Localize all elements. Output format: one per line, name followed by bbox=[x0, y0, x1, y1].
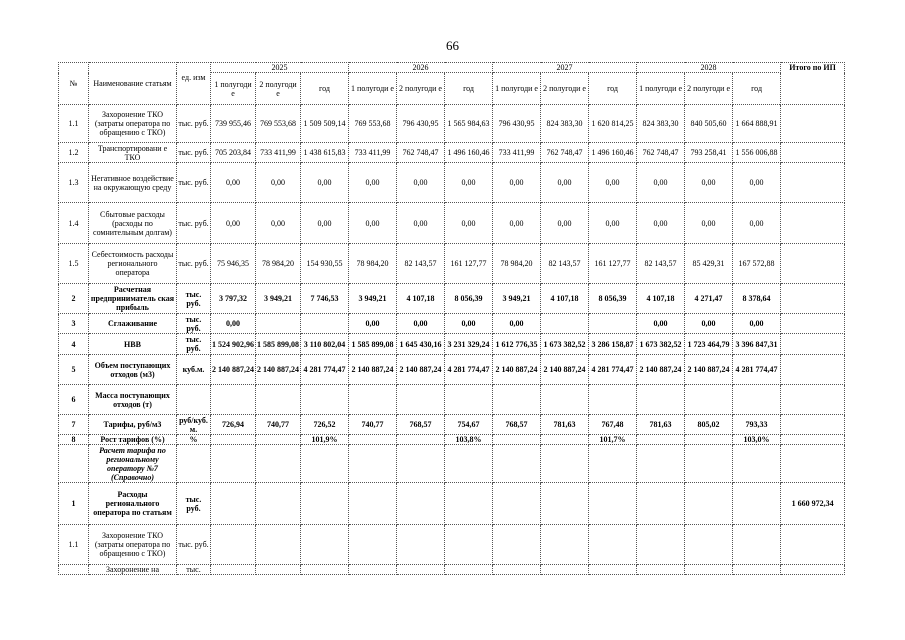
value-cell bbox=[349, 445, 397, 483]
value-cell: 781,63 bbox=[637, 415, 685, 435]
value-cell: 8 056,39 bbox=[589, 284, 637, 314]
header-year: 2025 bbox=[211, 63, 349, 73]
value-cell: 0,00 bbox=[541, 163, 589, 203]
value-cell: 705 203,84 bbox=[211, 143, 256, 163]
value-cell: 768,57 bbox=[493, 415, 541, 435]
value-cell: 1 620 814,25 bbox=[589, 105, 637, 143]
table-row bbox=[59, 163, 845, 203]
value-cell bbox=[637, 525, 685, 565]
value-cell: 4 281 774,47 bbox=[301, 355, 349, 385]
value-cell: 739 955,46 bbox=[211, 105, 256, 143]
value-cell: 0,00 bbox=[256, 163, 301, 203]
value-cell: 2 140 887,24 bbox=[397, 355, 445, 385]
table-row bbox=[59, 334, 845, 355]
value-cell: 167 572,88 bbox=[733, 244, 781, 284]
row-unit: тыс. руб. bbox=[177, 334, 211, 355]
header-period: 2 полугоди е bbox=[541, 73, 589, 105]
row-unit: тыс. руб. bbox=[177, 105, 211, 143]
value-cell bbox=[256, 385, 301, 415]
value-cell bbox=[211, 565, 256, 575]
value-cell: 0,00 bbox=[733, 163, 781, 203]
value-cell: 0,00 bbox=[445, 163, 493, 203]
table-row bbox=[59, 203, 845, 244]
value-cell: 1 556 006,88 bbox=[733, 143, 781, 163]
row-number: 4 bbox=[59, 334, 89, 355]
value-cell bbox=[541, 525, 589, 565]
value-cell: 0,00 bbox=[211, 163, 256, 203]
row-name: Расчетная предприниматель ская прибыль bbox=[89, 284, 177, 314]
value-cell: 824 383,30 bbox=[637, 105, 685, 143]
value-cell: 78 984,20 bbox=[349, 244, 397, 284]
value-cell: 0,00 bbox=[397, 163, 445, 203]
value-cell: 82 143,57 bbox=[541, 244, 589, 284]
value-cell: 3 949,21 bbox=[256, 284, 301, 314]
header-year: 2028 bbox=[637, 63, 781, 73]
table-row bbox=[59, 525, 845, 565]
value-cell bbox=[685, 565, 733, 575]
value-cell: 0,00 bbox=[589, 163, 637, 203]
table-row bbox=[59, 355, 845, 385]
row-name: Негативное воздействие на окружающую среду bbox=[89, 163, 177, 203]
value-cell bbox=[301, 483, 349, 525]
value-cell bbox=[685, 435, 733, 445]
row-name: Себестоимость расходы регионального оператора bbox=[89, 244, 177, 284]
value-cell bbox=[256, 525, 301, 565]
header-period: 2 полугоди е bbox=[256, 73, 301, 105]
row-number bbox=[59, 445, 89, 483]
value-cell bbox=[256, 483, 301, 525]
header-year: 2026 bbox=[349, 63, 493, 73]
header-name: Наименование статьям bbox=[89, 63, 177, 105]
value-cell bbox=[541, 483, 589, 525]
value-cell bbox=[733, 525, 781, 565]
table-row bbox=[59, 244, 845, 284]
value-cell: 1 585 899,08 bbox=[349, 334, 397, 355]
row-number: 6 bbox=[59, 385, 89, 415]
header-unit: ед. изм bbox=[177, 63, 211, 105]
header-period: 1 полугоди е bbox=[211, 73, 256, 105]
header-period: год bbox=[301, 73, 349, 105]
row-number: 1 bbox=[59, 483, 89, 525]
value-cell: 0,00 bbox=[256, 203, 301, 244]
row-number: 1.4 bbox=[59, 203, 89, 244]
value-cell bbox=[301, 565, 349, 575]
value-cell: 4 281 774,47 bbox=[445, 355, 493, 385]
value-cell: 3 797,32 bbox=[211, 284, 256, 314]
total-cell bbox=[781, 203, 845, 244]
value-cell: 3 286 158,87 bbox=[589, 334, 637, 355]
value-cell bbox=[685, 445, 733, 483]
header-total: Итого по ИП bbox=[781, 63, 845, 105]
value-cell: 75 946,35 bbox=[211, 244, 256, 284]
value-cell: 0,00 bbox=[349, 163, 397, 203]
value-cell bbox=[685, 483, 733, 525]
value-cell bbox=[397, 385, 445, 415]
row-unit: % bbox=[177, 435, 211, 445]
value-cell: 0,00 bbox=[397, 314, 445, 334]
value-cell: 796 430,95 bbox=[397, 105, 445, 143]
page-number: 66 bbox=[446, 38, 459, 53]
total-cell bbox=[781, 105, 845, 143]
value-cell bbox=[733, 483, 781, 525]
value-cell bbox=[637, 483, 685, 525]
value-cell bbox=[397, 525, 445, 565]
row-name: Захоронение ТКО (затраты оператора по обращению с ТКО) bbox=[89, 105, 177, 143]
value-cell: 767,48 bbox=[589, 415, 637, 435]
value-cell: 0,00 bbox=[493, 163, 541, 203]
value-cell bbox=[211, 445, 256, 483]
value-cell: 0,00 bbox=[733, 203, 781, 244]
value-cell: 0,00 bbox=[211, 314, 256, 334]
total-cell bbox=[781, 355, 845, 385]
value-cell: 740,77 bbox=[349, 415, 397, 435]
value-cell bbox=[541, 445, 589, 483]
total-cell bbox=[781, 385, 845, 415]
value-cell: 754,67 bbox=[445, 415, 493, 435]
value-cell: 85 429,31 bbox=[685, 244, 733, 284]
value-cell: 161 127,77 bbox=[589, 244, 637, 284]
value-cell: 1 524 902,96 bbox=[211, 334, 256, 355]
value-cell: 781,63 bbox=[541, 415, 589, 435]
value-cell bbox=[397, 445, 445, 483]
value-cell: 1 664 888,91 bbox=[733, 105, 781, 143]
value-cell: 0,00 bbox=[685, 203, 733, 244]
value-cell bbox=[301, 445, 349, 483]
value-cell bbox=[211, 385, 256, 415]
value-cell: 0,00 bbox=[589, 203, 637, 244]
value-cell bbox=[349, 483, 397, 525]
value-cell: 733 411,99 bbox=[493, 143, 541, 163]
value-cell: 7 746,53 bbox=[301, 284, 349, 314]
value-cell bbox=[685, 385, 733, 415]
total-cell bbox=[781, 314, 845, 334]
value-cell: 0,00 bbox=[637, 163, 685, 203]
total-cell bbox=[781, 143, 845, 163]
row-name: Рост тарифов (%) bbox=[89, 435, 177, 445]
value-cell bbox=[733, 445, 781, 483]
value-cell: 793 258,41 bbox=[685, 143, 733, 163]
value-cell: 769 553,68 bbox=[349, 105, 397, 143]
row-unit: куб.м. bbox=[177, 355, 211, 385]
row-name: Сглаживание bbox=[89, 314, 177, 334]
table-row bbox=[59, 105, 845, 143]
value-cell bbox=[301, 314, 349, 334]
row-number bbox=[59, 565, 89, 575]
row-number: 5 bbox=[59, 355, 89, 385]
row-name: Сбытовые расходы (расходы по сомнительным долгам) bbox=[89, 203, 177, 244]
total-cell bbox=[781, 415, 845, 435]
row-unit: тыс. руб. bbox=[177, 284, 211, 314]
row-number: 1.1 bbox=[59, 105, 89, 143]
value-cell bbox=[256, 445, 301, 483]
value-cell: 2 140 887,24 bbox=[211, 355, 256, 385]
value-cell bbox=[256, 314, 301, 334]
value-cell bbox=[349, 435, 397, 445]
value-cell bbox=[493, 565, 541, 575]
value-cell: 3 110 802,04 bbox=[301, 334, 349, 355]
row-unit: руб/куб. м. bbox=[177, 415, 211, 435]
value-cell bbox=[445, 445, 493, 483]
value-cell bbox=[733, 385, 781, 415]
value-cell bbox=[589, 445, 637, 483]
value-cell bbox=[541, 435, 589, 445]
value-cell: 8 056,39 bbox=[445, 284, 493, 314]
table-row bbox=[59, 483, 845, 525]
value-cell: 0,00 bbox=[445, 203, 493, 244]
value-cell: 840 505,60 bbox=[685, 105, 733, 143]
value-cell: 1 612 776,35 bbox=[493, 334, 541, 355]
row-unit: тыс. руб. bbox=[177, 203, 211, 244]
total-cell bbox=[781, 445, 845, 483]
value-cell bbox=[541, 565, 589, 575]
row-name: Объем поступающих отходов (м3) bbox=[89, 355, 177, 385]
value-cell: 740,77 bbox=[256, 415, 301, 435]
value-cell: 796 430,95 bbox=[493, 105, 541, 143]
value-cell: 0,00 bbox=[493, 203, 541, 244]
value-cell: 161 127,77 bbox=[445, 244, 493, 284]
value-cell: 0,00 bbox=[541, 203, 589, 244]
value-cell bbox=[445, 385, 493, 415]
value-cell bbox=[256, 565, 301, 575]
value-cell bbox=[397, 483, 445, 525]
value-cell: 4 107,18 bbox=[637, 284, 685, 314]
row-unit bbox=[177, 445, 211, 483]
row-unit: тыс. bbox=[177, 565, 211, 575]
row-name: Транспортировани е ТКО bbox=[89, 143, 177, 163]
value-cell: 0,00 bbox=[301, 203, 349, 244]
value-cell: 0,00 bbox=[637, 203, 685, 244]
table-row bbox=[59, 385, 845, 415]
row-name: Масса поступающих отходов (т) bbox=[89, 385, 177, 415]
value-cell: 4 107,18 bbox=[397, 284, 445, 314]
row-unit: тыс. руб. bbox=[177, 244, 211, 284]
value-cell bbox=[349, 525, 397, 565]
header-period: 2 полугоди е bbox=[685, 73, 733, 105]
value-cell: 1 496 160,46 bbox=[445, 143, 493, 163]
header-period: 1 полугоди е bbox=[637, 73, 685, 105]
value-cell bbox=[397, 565, 445, 575]
table-row bbox=[59, 435, 845, 445]
value-cell: 733 411,99 bbox=[256, 143, 301, 163]
value-cell bbox=[637, 385, 685, 415]
row-name: НВВ bbox=[89, 334, 177, 355]
value-cell: 0,00 bbox=[349, 314, 397, 334]
value-cell: 3 396 847,31 bbox=[733, 334, 781, 355]
value-cell: 0,00 bbox=[397, 203, 445, 244]
value-cell: 3 949,21 bbox=[493, 284, 541, 314]
total-cell bbox=[781, 565, 845, 575]
value-cell bbox=[589, 385, 637, 415]
value-cell: 762 748,47 bbox=[637, 143, 685, 163]
value-cell bbox=[589, 314, 637, 334]
row-number: 1.2 bbox=[59, 143, 89, 163]
value-cell: 4 281 774,47 bbox=[733, 355, 781, 385]
value-cell: 0,00 bbox=[685, 314, 733, 334]
value-cell: 824 383,30 bbox=[541, 105, 589, 143]
value-cell: 2 140 887,24 bbox=[256, 355, 301, 385]
value-cell bbox=[589, 483, 637, 525]
value-cell: 1 673 382,52 bbox=[541, 334, 589, 355]
value-cell: 78 984,20 bbox=[256, 244, 301, 284]
total-cell bbox=[781, 334, 845, 355]
value-cell bbox=[211, 483, 256, 525]
value-cell: 0,00 bbox=[685, 163, 733, 203]
value-cell bbox=[445, 525, 493, 565]
value-cell bbox=[301, 385, 349, 415]
value-cell: 733 411,99 bbox=[349, 143, 397, 163]
row-name: Расчет тарифа по региональному оператору №7 (Справочно) bbox=[89, 445, 177, 483]
value-cell: 4 107,18 bbox=[541, 284, 589, 314]
value-cell bbox=[211, 525, 256, 565]
row-unit: тыс. руб. bbox=[177, 314, 211, 334]
value-cell: 0,00 bbox=[301, 163, 349, 203]
row-number: 1.5 bbox=[59, 244, 89, 284]
value-cell bbox=[589, 565, 637, 575]
row-unit: тыс. руб. bbox=[177, 163, 211, 203]
row-number: 1.3 bbox=[59, 163, 89, 203]
value-cell: 1 645 430,16 bbox=[397, 334, 445, 355]
value-cell bbox=[445, 483, 493, 525]
value-cell: 1 585 899,08 bbox=[256, 334, 301, 355]
row-number: 2 bbox=[59, 284, 89, 314]
row-number: 7 bbox=[59, 415, 89, 435]
value-cell: 1 509 509,14 bbox=[301, 105, 349, 143]
header-no: № bbox=[59, 63, 89, 105]
value-cell bbox=[733, 565, 781, 575]
value-cell: 0,00 bbox=[445, 314, 493, 334]
value-cell: 101,9% bbox=[301, 435, 349, 445]
header-period: 1 полугоди е bbox=[349, 73, 397, 105]
value-cell: 8 378,64 bbox=[733, 284, 781, 314]
header-period: год bbox=[445, 73, 493, 105]
value-cell bbox=[349, 385, 397, 415]
value-cell: 805,02 bbox=[685, 415, 733, 435]
header-period: год bbox=[589, 73, 637, 105]
value-cell: 3 949,21 bbox=[349, 284, 397, 314]
table-row bbox=[59, 415, 845, 435]
value-cell: 0,00 bbox=[493, 314, 541, 334]
value-cell: 101,7% bbox=[589, 435, 637, 445]
value-cell bbox=[589, 525, 637, 565]
row-name: Расходы регионального оператора по статьям bbox=[89, 483, 177, 525]
value-cell: 2 140 887,24 bbox=[637, 355, 685, 385]
value-cell: 154 930,55 bbox=[301, 244, 349, 284]
value-cell: 82 143,57 bbox=[637, 244, 685, 284]
value-cell: 769 553,68 bbox=[256, 105, 301, 143]
table-row bbox=[59, 143, 845, 163]
table-row bbox=[59, 314, 845, 334]
value-cell: 1 438 615,83 bbox=[301, 143, 349, 163]
value-cell: 0,00 bbox=[733, 314, 781, 334]
value-cell: 4 281 774,47 bbox=[589, 355, 637, 385]
header-year: 2027 bbox=[493, 63, 637, 73]
header-period: 1 полугоди е bbox=[493, 73, 541, 105]
tariff-table bbox=[58, 62, 845, 575]
total-cell bbox=[781, 525, 845, 565]
row-name: Захоронение ТКО (затраты оператора по обращению с ТКО) bbox=[89, 525, 177, 565]
total-cell bbox=[781, 284, 845, 314]
value-cell bbox=[493, 435, 541, 445]
value-cell: 82 143,57 bbox=[397, 244, 445, 284]
row-unit bbox=[177, 385, 211, 415]
value-cell: 4 271,47 bbox=[685, 284, 733, 314]
value-cell bbox=[211, 435, 256, 445]
value-cell bbox=[256, 435, 301, 445]
value-cell bbox=[493, 385, 541, 415]
row-unit: тыс. руб. bbox=[177, 483, 211, 525]
value-cell: 78 984,20 bbox=[493, 244, 541, 284]
value-cell bbox=[541, 385, 589, 415]
value-cell: 726,52 bbox=[301, 415, 349, 435]
value-cell: 103,0% bbox=[733, 435, 781, 445]
value-cell bbox=[637, 435, 685, 445]
value-cell: 1 673 382,52 bbox=[637, 334, 685, 355]
value-cell bbox=[397, 435, 445, 445]
value-cell bbox=[637, 565, 685, 575]
value-cell: 762 748,47 bbox=[397, 143, 445, 163]
row-number: 8 bbox=[59, 435, 89, 445]
value-cell bbox=[349, 565, 397, 575]
value-cell: 3 231 329,24 bbox=[445, 334, 493, 355]
value-cell bbox=[301, 525, 349, 565]
value-cell bbox=[685, 525, 733, 565]
value-cell: 0,00 bbox=[211, 203, 256, 244]
table-row bbox=[59, 284, 845, 314]
value-cell bbox=[445, 565, 493, 575]
table-row bbox=[59, 565, 845, 575]
total-cell bbox=[781, 163, 845, 203]
value-cell bbox=[493, 445, 541, 483]
value-cell: 2 140 887,24 bbox=[541, 355, 589, 385]
header-period: 2 полугоди е bbox=[397, 73, 445, 105]
value-cell: 0,00 bbox=[637, 314, 685, 334]
row-unit: тыс. руб. bbox=[177, 143, 211, 163]
value-cell: 0,00 bbox=[349, 203, 397, 244]
row-name: Захоронение на bbox=[89, 565, 177, 575]
value-cell: 726,94 bbox=[211, 415, 256, 435]
row-number: 1.1 bbox=[59, 525, 89, 565]
total-cell bbox=[781, 435, 845, 445]
value-cell bbox=[541, 314, 589, 334]
value-cell: 1 496 160,46 bbox=[589, 143, 637, 163]
value-cell: 762 748,47 bbox=[541, 143, 589, 163]
value-cell bbox=[493, 483, 541, 525]
value-cell: 2 140 887,24 bbox=[349, 355, 397, 385]
value-cell: 1 723 464,79 bbox=[685, 334, 733, 355]
value-cell: 103,8% bbox=[445, 435, 493, 445]
value-cell: 793,33 bbox=[733, 415, 781, 435]
header-period: год bbox=[733, 73, 781, 105]
total-cell bbox=[781, 244, 845, 284]
value-cell: 768,57 bbox=[397, 415, 445, 435]
table-row bbox=[59, 445, 845, 483]
row-number: 3 bbox=[59, 314, 89, 334]
row-unit: тыс. руб. bbox=[177, 525, 211, 565]
row-name: Тарифы, руб/м3 bbox=[89, 415, 177, 435]
value-cell: 1 565 984,63 bbox=[445, 105, 493, 143]
value-cell bbox=[637, 445, 685, 483]
value-cell: 2 140 887,24 bbox=[685, 355, 733, 385]
value-cell: 2 140 887,24 bbox=[493, 355, 541, 385]
value-cell bbox=[493, 525, 541, 565]
total-cell: 1 660 972,34 bbox=[781, 483, 845, 525]
